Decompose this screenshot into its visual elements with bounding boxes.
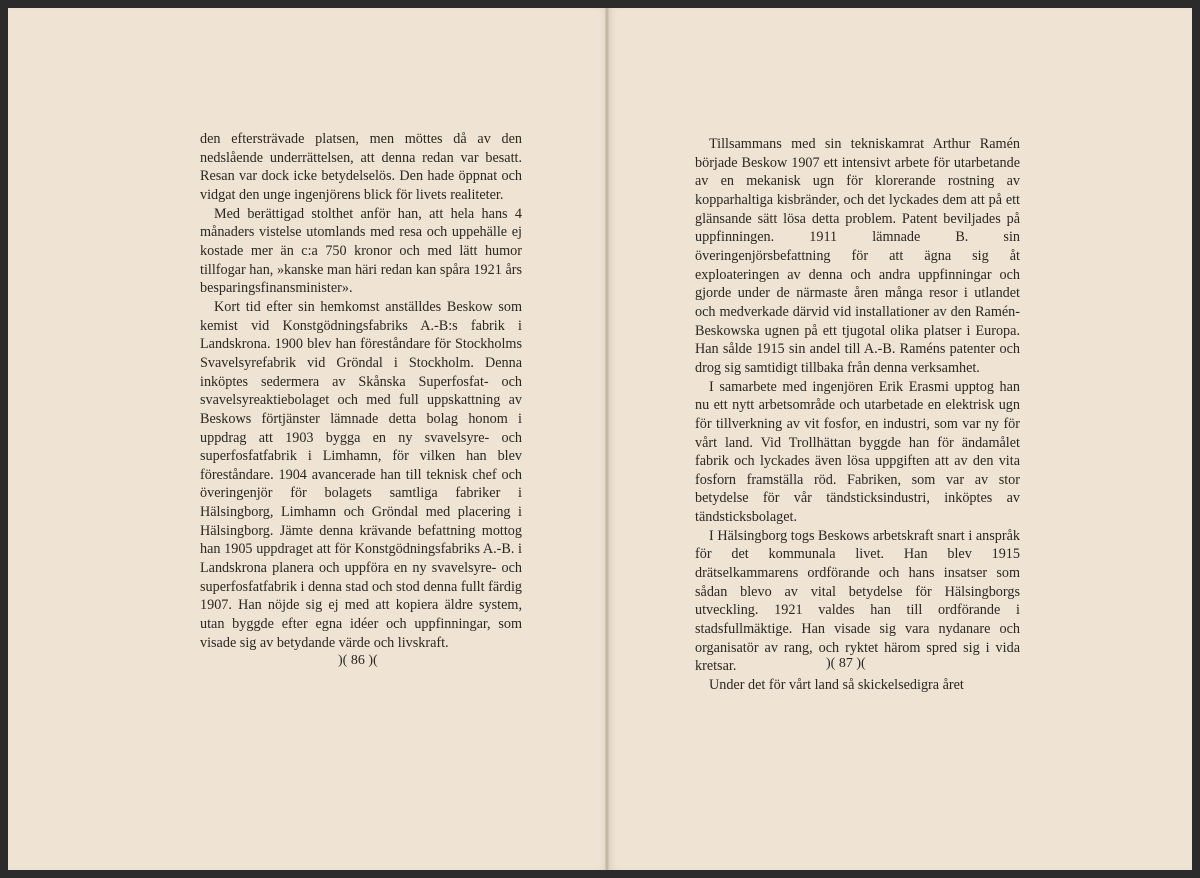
paragraph: I samarbete med ingenjören Erik Erasmi upptog han nu ett nytt arbetsområde och utarbetade en elektrisk ugn för tillverkning av vit fosfor, en industri, som var ny för vårt land. Vid Trollhättan byggde han för ändamålet fabrik och lyckades även lösa uppgiften att av den vita fosforn framställa röd. Fabriken, som var av stor betydelse för vår tändsticksindustri, inköptes av tändsticksbolaget.: [695, 378, 1020, 526]
right-page-text: [695, 135, 1020, 695]
paragraph: Med berättigad stolthet anför han, att hela hans 4 månaders vistelse utomlands med resa och uppehälle ej kostade mer än c:a 750 kronor och med lätt humor tillfogar han, »kanske man häri redan kan spåra 1921 års besparingsfinansminister».: [200, 205, 522, 297]
paragraph: Tillsammans med sin tekniskamrat Arthur Ramén började Beskow 1907 ett intensivt arbete för utarbetande av en mekanisk ugn för klorerande rostning av kopparhaltiga kisbränder, och det lyckades dem att på ett glänsande sätt lösa detta problem. Patent beviljades på uppfinningen. 1911 lämnade B. sin överingenjörsbefattning för att ägna sig åt exploateringen av denna och andra uppfinningar och gjorde under de närmaste åren många resor i utlandet och medverkade därvid vid installationer av den Ramén-Beskowska ugnen på ett tjugotal olika platser i Europa. Han sålde 1915 sin andel till A.-B. Raméns patenter och drog sig samtidigt tillbaka från denna verksamhet.: [695, 136, 1020, 376]
right-page: [608, 8, 1192, 870]
page-number-left: )( 86 )(: [338, 653, 378, 668]
book-spread: [8, 8, 1192, 870]
page-number-right: )( 87 )(: [826, 656, 866, 671]
left-page-text: [200, 130, 522, 652]
paragraph: Kort tid efter sin hemkomst anställdes Beskow som kemist vid Konstgödningsfabriks A.-B:s fabrik i Landskrona. 1900 blev han föreståndare för Stockholms Svavelsyrefabrik vid Gröndal i Stockholm. Denna inköptes sedermera av Skånska Superfosfat- och svavelsyreaktiebolaget och med full uppskattning av Beskows förtjänster lämnade detta bolag honom i uppdrag att 1903 bygga en ny svavelsyre- och superfosfatfabrik i Limhamn, för vilken han blev föreståndare. 1904 avancerade han till teknisk chef och överingenjör för bolagets samtliga fabriker i Hälsingborg, Limhamn och Gröndal med placering i Hälsingborg. Jämte denna krävande befattning mottog han 1905 uppdraget att för Konstgödningsfabriks A.-B. i Landskrona planera och uppföra en ny svavelsyre- och superfosfatfabrik i denna stad och stod denna fullt färdig 1907. Han nöjde sig ej med att kopiera äldre system, utan byggde efter egna idéer och uppfinningar, som visade sig av betydande värde och livskraft.: [200, 298, 522, 651]
paragraph: Under det för vårt land så skickelsedigra året: [709, 677, 964, 694]
paragraph: I Hälsingborg togs Beskows arbetskraft snart i anspråk för det kommunala livet. Han blev 1915 drätselkammarens ordförande och hans insatser som sådan blevo av vital betydelse för Hälsingborgs utveckling. 1921 valdes han till ordförande i stadsfullmäktige. Han visade sig vara nydanare och organisatör av rang, och ryktet härom spred sig i vida kretsar.: [695, 527, 1020, 675]
book-gutter: [605, 8, 609, 870]
left-page: [8, 8, 608, 870]
paragraph: den eftersträvade platsen, men möttes då av den nedslående underrättelsen, att denna redan var besatt. Resan var dock icke betydelselös. Den hade öppnat och vidgat den unge ingenjörens blick för livets realiteter.: [200, 131, 522, 203]
